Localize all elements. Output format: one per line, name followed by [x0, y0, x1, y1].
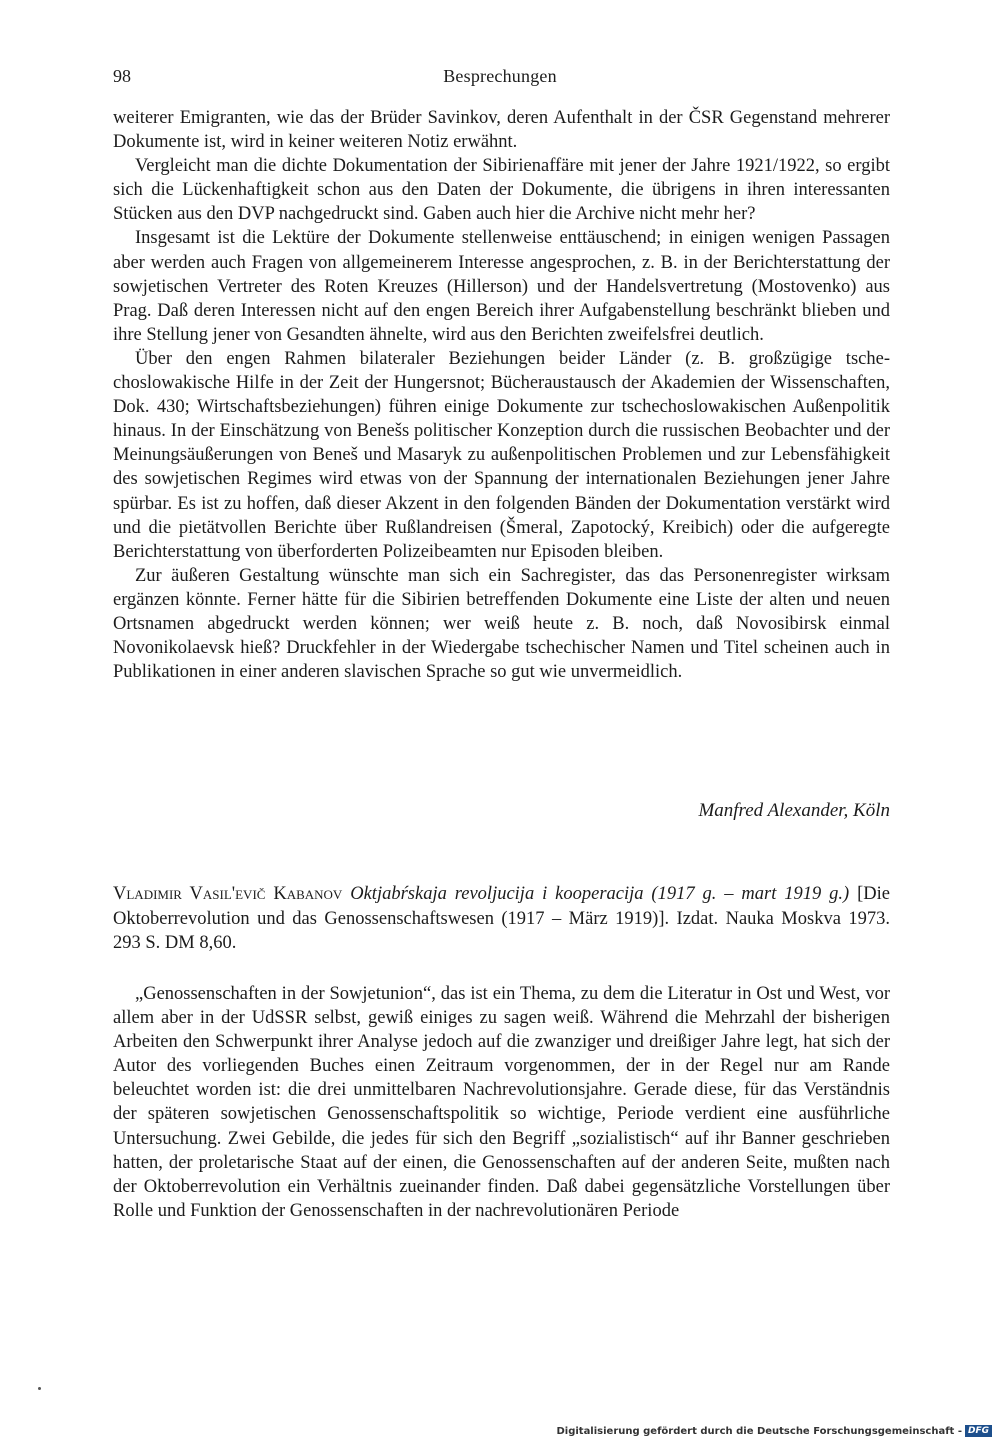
running-head: Besprechungen: [443, 66, 557, 86]
book-citation: [113, 882, 890, 956]
footer-text: Digitalisierung gefördert durch die Deutsche Forschungsgemeinschaft -: [556, 1425, 962, 1437]
paragraph: weiterer Emigranten, wie das der Brüder Savinkov, deren Aufenthalt in der ČSR Gegenstand mehrerer Dokumente ist, wird in keiner weiteren Notiz erwähnt.: [113, 108, 890, 153]
paragraph: Vergleicht man die dichte Dokumentation der Sibirienaffäre mit jener der Jahre 1921/1922, so ergibt sich die Lückenhaftigkeit schon aus den Daten der Dokumente, die übrigens in ihren interessanten Stücken aus den DVP nachgedruckt sind. Gaben auch hier die Archive nicht mehr her?: [113, 156, 890, 225]
book-details: [Die Oktoberrevolution und das Genossenschaftswesen (1917 – März 1919)]. Izdat. Nauka Moskva 1973. 293 S. DM 8,60.: [113, 884, 890, 954]
scan-mark: [38, 1387, 41, 1390]
reviewer-signature: Manfred Alexander, Köln: [698, 800, 890, 821]
review-text: [113, 982, 890, 1223]
paragraph: Über den engen Rahmen bilateraler Beziehungen beider Länder (z. B. großzügige tschechoslowakische Hilfe in der Zeit der Hungersnot; Bücheraustausch der Akademien der Wissenschaften, Dok. 430; Wirtschaftsbeziehungen) führen einige Dokumente zur tschechoslowakischen Außenpolitik hinaus. In der Einschätzung von Benešs politischer Konzeption durch die russischen Beobachter und der Meinungsäußerungen von Beneš und Masaryk zu außenpolitischen Problemen und zur Lebensfähigkeit des sowjetischen Regimes wird etwas von der Spannung der internationalen Beziehungen jener Jahre spürbar. Es ist zu hoffen, daß dieser Akzent in den folgenden Bänden der Dokumentation verstärkt wird und die pietätvollen Berichte über Rußlandreisen (Šmeral, Zapotocký, Kreibich) oder die aufgeregte Berichterstattung von überforderten Polizeibeamten nur Episoden bleiben.: [113, 348, 890, 562]
book-title: Oktjabŕskaja revoljucija i kooperacija (1917 g. – mart 1919 g.): [350, 884, 850, 904]
paragraph: Insgesamt ist die Lektüre der Dokumente stellenweise enttäuschend; in einigen wenigen Passagen aber werden auch Fragen von allgemeinerem Interesse angesprochen, z. B. in der Berichterstattung der sowjetischen Vertreter des Roten Kreuzes (Hillerson) und der Handelsvertretung (Mostovenko) aus Prag. Daß deren Interessen nicht auf den engen Bereich ihrer Aufgabenstellung beschränkt blieben und ihre Stellung jener von Gesandten ähnelte, wird aus den Berichten zweifelsfrei deutlich.: [113, 228, 890, 345]
paragraph: Zur äußeren Gestaltung wünschte man sich ein Sachregister, das das Personenregister wirksam ergänzen könnte. Ferner hätte für die Sibirien betreffenden Dokumente eine Liste der alten und neuen Ortsnamen abgedruckt werden können; wer weiß heute z. B. noch, daß Novosibirsk einmal Novonikolaevsk hieß? Druckfehler in der Wiedergabe tschechischer Namen und Titel scheinen auch in Publikationen in einer anderen slavischen Sprache so gut wie unvermeidlich.: [113, 565, 890, 683]
dfg-logo: DFG: [965, 1425, 992, 1437]
digitization-footer: [556, 1424, 992, 1438]
review-text-continued: [113, 106, 890, 684]
paragraph: „Genossenschaften in der Sowjetunion“, das ist ein Thema, zu dem die Literatur in Ost und West, vor allem aber in der UdSSR selbst, gewiß einiges zu sagen weiß. Während die Mehrzahl der bisherigen Arbeiten den Schwerpunkt ihrer Analyse jedoch auf die zwanziger und dreißiger Jahre legt, hat sich der Autor des vorliegenden Buches einen Zeitraum vorgenommen, der in der Regel nur am Rande beleuchtet worden ist: die drei unmittelbaren Nachrevolutionsjahre. Gerade diese, für das Verständnis der späteren sowjetischen Genossenschaftspolitik so wichtige, Periode verdient eine ausführliche Untersuchung. Zwei Gebilde, die jedes für sich den Begriff „sozialistisch“ auf ihr Banner geschrieben hatten, der proletarische Staat auf der einen, die Genossenschaften auf der anderen Seite, mußten nach der Oktoberrevolution ein Verhältnis zueinander finden. Daß dabei gegensätzliche Vorstellungen über Rolle und Funktion der Genossenschaften in der nachrevolutionären Periode: [113, 984, 890, 1221]
page-number: 98: [113, 66, 131, 86]
book-author: Vladimir Vasil'evič Kabanov: [113, 884, 343, 904]
